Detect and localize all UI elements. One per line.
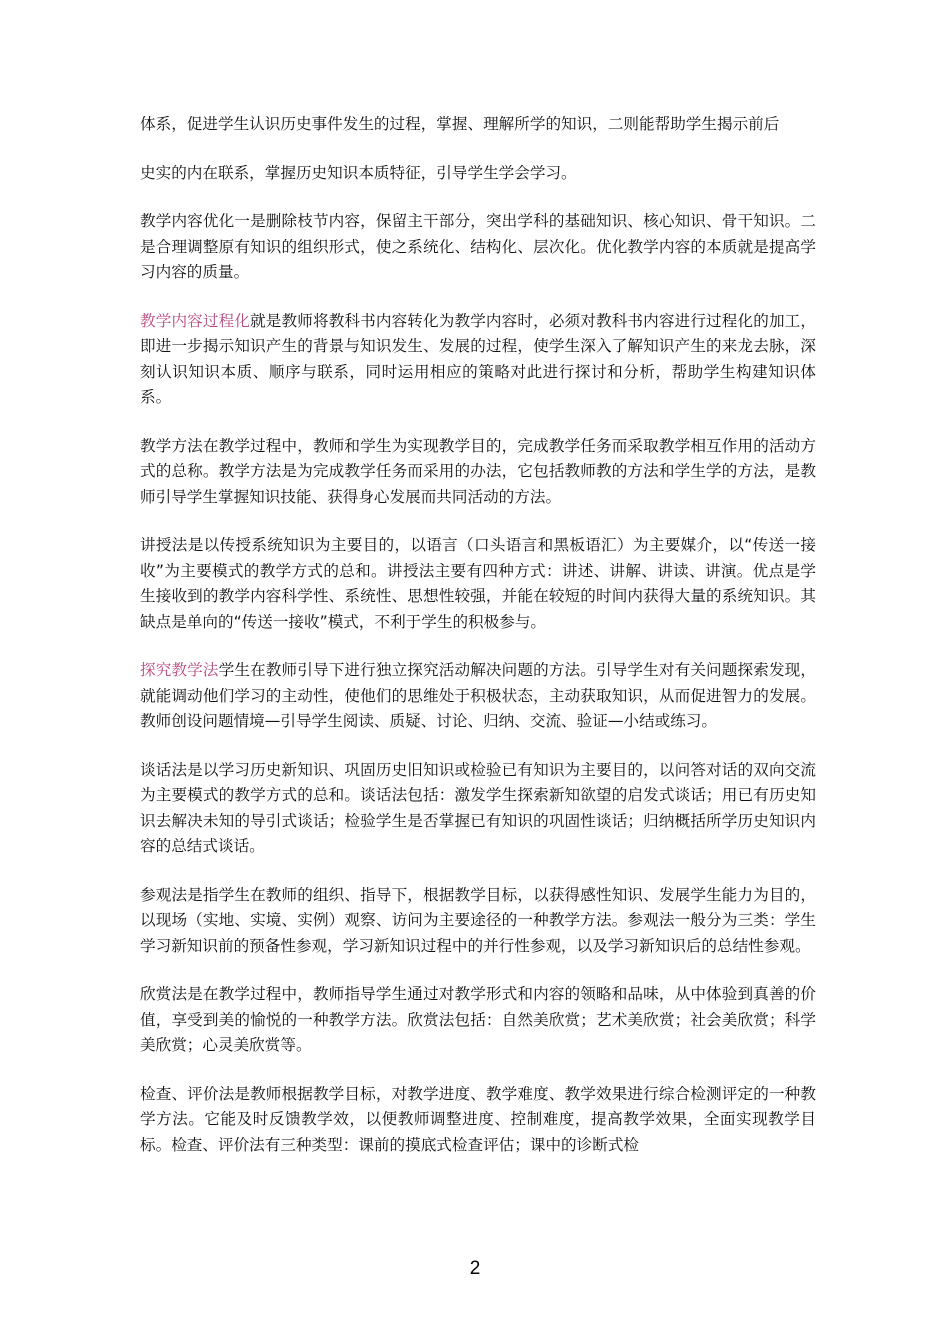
paragraph-3: 教学内容优化一是删除枝节内容，保留主干部分，突出学科的基础知识、核心知识、骨干知识。二是合理调整原有知识的组织形式，使之系统化、结构化、层次化。优化教学内容的本质就是提高学习内容的质量。 — [140, 212, 816, 281]
paragraph-2: 史实的内在联系，掌握历史知识本质特征，引导学生学会学习。 — [140, 163, 577, 182]
paragraph-6: 讲授法是以传授系统知识为主要目的，以语言（口头语言和黑板语汇）为主要媒介，以“传送一接收”为主要模式的教学方式的总和。讲授法主要有四种方式：讲述、讲解、讲读、讲演。优点是学生接收到的教学内容科学性、系统性、思想性较强，并能在较短的时间内获得大量的系统知识。其缺点是单向的“传送一接收”模式，不利于学生的积极参与。 — [140, 536, 816, 631]
paragraph-11: 检查、评价法是教师根据教学目标，对教学进度、教学难度、教学效果进行综合检测评定的一种教学方法。它能及时反馈教学效，以便教师调整进度、控制难度，提高教学效果，全面实现教学目标。检查、评价法有三种类型：课前的摸底式检查评估；课中的诊断式检 — [140, 1084, 816, 1154]
paragraph-9: 参观法是指学生在教师的组织、指导下，根据教学目标，以获得感性知识、发展学生能力为目的，以现场（实地、实境、实例）观察、访问为主要途径的一种教学方法。参观法一般分为三类：学生学习新知识前的预备性参观，学习新知识过程中的并行性参观，以及学习新知识后的总结性参观。 — [140, 885, 816, 955]
paragraph-7: 探究教学法学生在教师引导下进行独立探究活动解决问题的方法。引导学生对有关问题探索发现，就能调动他们学习的主动性，使他们的思维处于积极状态，主动获取知识，从而促进智力的发展。教师创设问题情境—引导学生阅读、质疑、讨论、归纳、交流、验证—小结或练习。 — [140, 661, 816, 730]
highlight-term: 教学内容过程化 — [140, 311, 251, 330]
paragraph-4: 教学内容过程化就是教师将教科书内容转化为教学内容时，必须对教科书内容进行过程化的加工，即进一步揭示知识产生的背景与知识发生、发展的过程，使学生深入了解知识产生的来龙去脉，深刻认识知识本质、顺序与联系，同时运用相应的策略对此进行探讨和分析，帮助学生构建知识体系。 — [140, 311, 816, 406]
document-body — [140, 112, 816, 1181]
page-number: 2 — [469, 1258, 481, 1279]
paragraph-5: 教学方法在教学过程中，教师和学生为实现教学目的，完成教学任务而采取教学相互作用的活动方式的总称。教学方法是为完成教学任务而采用的办法，它包括教师教的方法和学生学的方法，是教师引导学生掌握知识技能、获得身心发展而共同活动的方法。 — [140, 436, 816, 506]
paragraph-8: 谈话法是以学习历史新知识、巩固历史旧知识或检验已有知识为主要目的，以问答对话的双向交流为主要模式的教学方式的总和。谈话法包括：激发学生探索新知欲望的启发式谈话；用已有历史知识去解决未知的导引式谈话；检验学生是否掌握已有知识的巩固性谈话；归纳概括所学历史知识内容的总结式谈话。 — [140, 760, 816, 855]
paragraph-10: 欣赏法是在教学过程中，教师指导学生通过对教学形式和内容的领略和品味，从中体验到真善的价值，享受到美的愉悦的一种教学方法。欣赏法包括：自然美欣赏；艺术美欣赏；社会美欣赏；科学美欣赏；心灵美欣赏等。 — [140, 985, 816, 1054]
paragraph-1: 体系，促进学生认识历史事件发生的过程，掌握、理解所学的知识，二则能帮助学生揭示前后 — [140, 115, 780, 133]
highlight-term: 探究教学法 — [140, 661, 219, 679]
